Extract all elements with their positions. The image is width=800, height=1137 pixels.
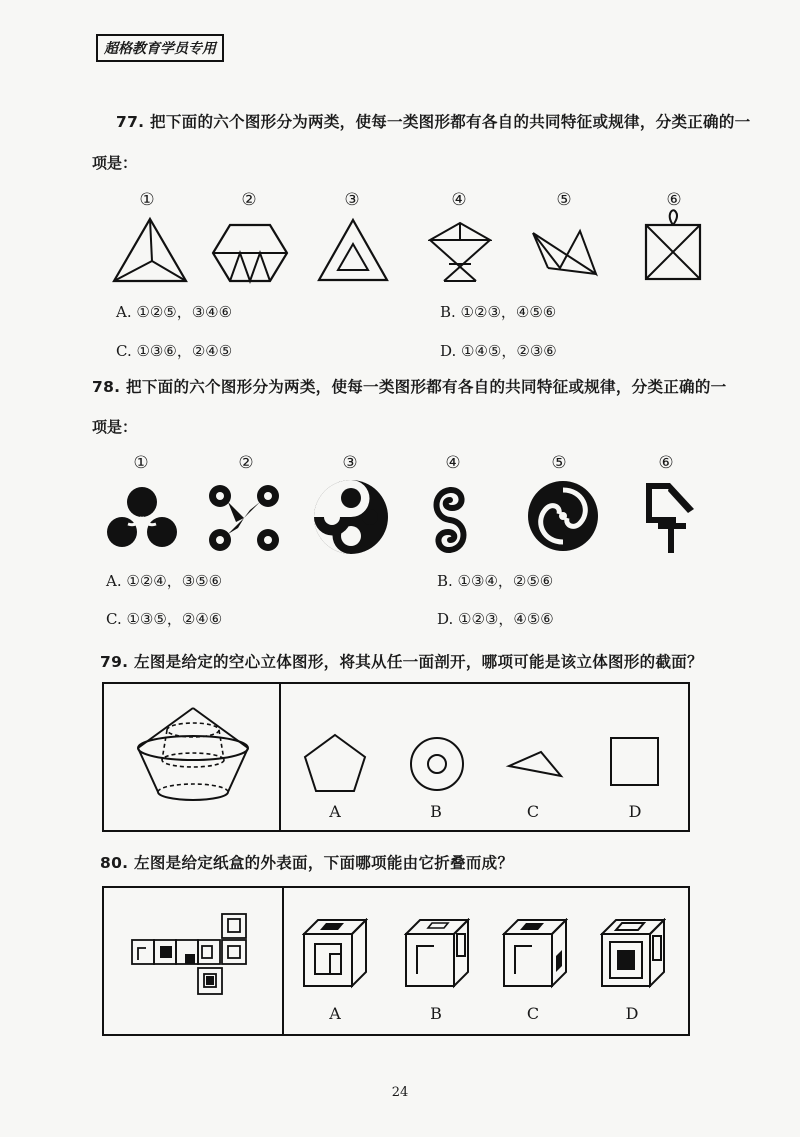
q77-label-4: ④ xyxy=(451,190,467,210)
header-tag: 超格教育学员专用 xyxy=(96,34,224,62)
q77-label-6: ⑥ xyxy=(666,190,682,210)
q79-divider xyxy=(279,682,281,830)
q80-cube-b xyxy=(404,918,470,990)
q79-option-b-shape xyxy=(407,734,467,794)
q79-option-a-shape xyxy=(302,732,368,794)
q78-question-line2: 项是： xyxy=(92,418,138,436)
q77-option-b[interactable]: B. ①②③，④⑤⑥ xyxy=(440,303,557,321)
q77-figure-5 xyxy=(530,228,600,278)
q78-option-d[interactable]: D. ①②③，④⑤⑥ xyxy=(437,610,554,628)
q77-label-1: ① xyxy=(139,190,155,210)
q80-cube-d xyxy=(600,918,666,990)
q78-figure-5 xyxy=(525,478,601,554)
q77-option-d[interactable]: D. ①④⑤，②③⑥ xyxy=(440,342,557,360)
q77-question-line1: 77. 把下面的六个图形分为两类，使每一类图形都有各自的共同特征或规律，分类正确的一 xyxy=(116,113,751,131)
q79-option-c-shape xyxy=(505,748,565,780)
q78-figure-6 xyxy=(640,477,698,555)
q78-option-a[interactable]: A. ①②④，③⑤⑥ xyxy=(106,572,223,590)
q78-figure-1 xyxy=(104,482,180,552)
q77-label-3: ③ xyxy=(344,190,360,210)
q77-figure-6 xyxy=(642,205,706,281)
q77-option-a[interactable]: A. ①②⑤，③④⑥ xyxy=(116,303,233,321)
q78-figure-2 xyxy=(206,482,282,554)
q78-label-6: ⑥ xyxy=(658,453,674,473)
q77-figure-3 xyxy=(316,217,390,283)
q78-figure-4 xyxy=(428,478,472,562)
q78-label-2: ② xyxy=(238,453,254,473)
q80-letter-c[interactable]: C xyxy=(526,1004,540,1023)
q77-label-5: ⑤ xyxy=(556,190,572,210)
q78-label-4: ④ xyxy=(445,453,461,473)
q79-option-d-shape xyxy=(608,735,662,789)
page-number: 24 xyxy=(391,1085,409,1100)
q80-letter-d[interactable]: D xyxy=(625,1004,639,1023)
q77-figure-2 xyxy=(210,222,290,284)
q79-letter-c[interactable]: C xyxy=(526,802,540,821)
q80-question: 80. 左图是给定纸盒的外表面，下面哪项能由它折叠而成？ xyxy=(100,854,514,872)
q78-label-5: ⑤ xyxy=(551,453,567,473)
q79-question: 79. 左图是给定的空心立体图形，将其从任一面剖开，哪项可能是该立体图形的截面？ xyxy=(100,653,703,671)
q78-label-3: ③ xyxy=(342,453,358,473)
q80-letter-b[interactable]: B xyxy=(430,1004,442,1023)
q80-cube-a xyxy=(302,918,368,990)
q78-figure-3 xyxy=(310,477,392,557)
q80-divider xyxy=(282,886,284,1034)
q80-cube-c xyxy=(502,918,568,990)
q78-question-line1: 78. 把下面的六个图形分为两类，使每一类图形都有各自的共同特征或规律，分类正确的一 xyxy=(92,378,727,396)
q77-question-line2: 项是： xyxy=(92,154,138,172)
q78-option-b[interactable]: B. ①③④，②⑤⑥ xyxy=(437,572,554,590)
q79-solid-figure xyxy=(128,700,258,808)
q77-option-c[interactable]: C. ①③⑥，②④⑤ xyxy=(116,342,233,360)
q80-box-net xyxy=(130,908,260,1008)
q77-figure-1 xyxy=(110,215,190,285)
q80-letter-a[interactable]: A xyxy=(329,1004,341,1023)
q78-option-c[interactable]: C. ①③⑤，②④⑥ xyxy=(106,610,223,628)
q77-label-2: ② xyxy=(241,190,257,210)
q78-label-1: ① xyxy=(133,453,149,473)
q79-letter-a[interactable]: A xyxy=(329,802,341,821)
q79-letter-d[interactable]: D xyxy=(628,802,642,821)
q77-figure-4 xyxy=(428,220,492,284)
q79-letter-b[interactable]: B xyxy=(430,802,442,821)
